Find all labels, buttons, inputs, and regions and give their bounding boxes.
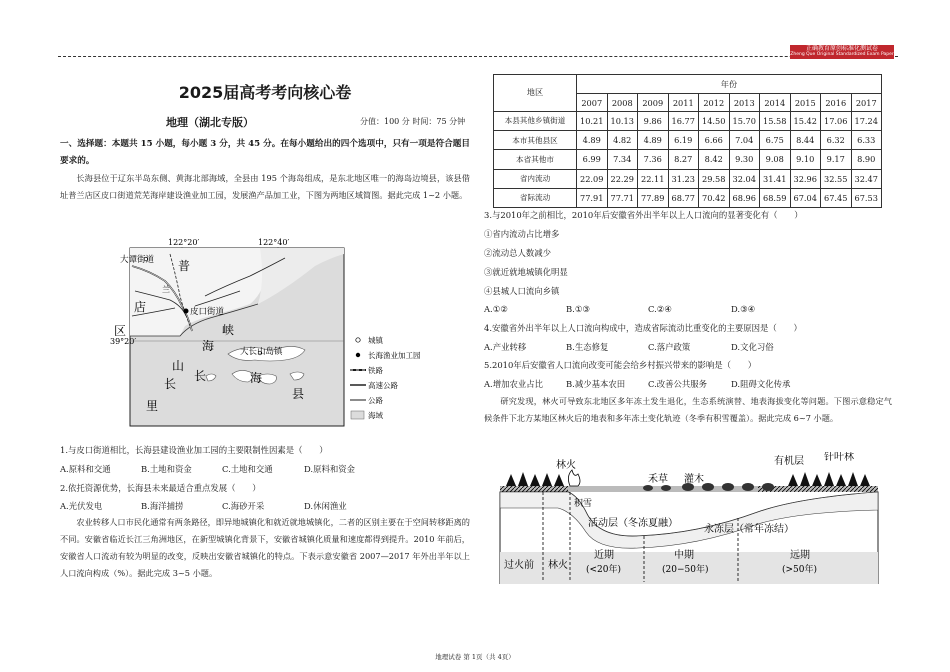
q3-choice-4: ④县城人口流向乡镇 <box>484 286 560 296</box>
label-permafrost: 永冻层（常年冻结） <box>704 524 794 535</box>
label-long-range: (>50年) <box>782 565 818 575</box>
label-fire-stage: 林火 <box>548 560 568 571</box>
label-shan: 山 <box>172 359 185 373</box>
page-footer: 地理试卷 第 1页（共 4页） <box>435 653 515 661</box>
year-cell: 2015 <box>790 94 821 112</box>
label-mid-range: (20−50年) <box>662 565 709 575</box>
header-dashed-line <box>58 56 898 57</box>
q3-option-c[interactable]: C.②④ <box>648 304 672 314</box>
legend-rail: 铁路 <box>368 366 383 375</box>
table-cell: 67.04 <box>790 188 821 207</box>
table-row <box>494 169 882 188</box>
table-cell: 31.23 <box>668 169 699 188</box>
table-cell: 6.66 <box>699 131 730 150</box>
question-4-stem: 4.安徽省外出半年以上人口流向构成中，造成省际流动比重变化的主要原因是（ ） <box>484 323 802 333</box>
label-hai1: 海 <box>202 339 215 353</box>
q4-option-c[interactable]: C.落户政策 <box>648 342 691 352</box>
label-lan: 兰 <box>162 285 170 294</box>
table-cell: 9.10 <box>790 150 821 169</box>
table-cell: 6.75 <box>760 131 791 150</box>
page-subtitle: 地理（湖北专版） <box>166 116 254 129</box>
table-cell: 16.77 <box>668 111 699 130</box>
pikou-processing-park-marker <box>184 309 189 314</box>
q5-option-c[interactable]: C.改善公共服务 <box>648 379 708 389</box>
table-corner: 地区 <box>494 75 577 112</box>
label-xia: 峡 <box>222 323 235 337</box>
row-label: 省内流动 <box>494 169 577 188</box>
q2-option-b[interactable]: B.海洋捕捞 <box>141 501 184 511</box>
table-year-header: 年份 <box>577 75 882 94</box>
table-cell: 9.17 <box>821 150 852 169</box>
year-cell: 2017 <box>851 94 882 112</box>
legend-park: 长海渔业加工园 <box>368 351 421 360</box>
table-cell: 67.45 <box>821 188 852 207</box>
label-shrub: 灌木 <box>684 474 704 485</box>
table-cell: 9.08 <box>760 150 791 169</box>
q1-option-b[interactable]: B.土地和资金 <box>141 464 192 474</box>
label-dian: 店 <box>134 300 147 314</box>
label-snow: 积雪 <box>574 499 593 509</box>
table-cell: 31.41 <box>760 169 791 188</box>
table-row <box>494 188 882 207</box>
q3-option-a[interactable]: A.①② <box>484 304 508 314</box>
label-mid-term: 中期 <box>674 550 694 561</box>
score-time-meta: 分值：100 分 时间：75 分钟 <box>360 117 466 126</box>
table-cell: 32.96 <box>790 169 821 188</box>
table-cell: 68.96 <box>729 188 760 207</box>
row-label: 本市其他县区 <box>494 131 577 150</box>
table-cell: 32.47 <box>851 169 882 188</box>
table-cell: 8.42 <box>699 150 730 169</box>
table-cell: 32.55 <box>821 169 852 188</box>
legend-highway: 高速公路 <box>368 381 398 390</box>
table-cell: 8.27 <box>668 150 699 169</box>
table-cell: 10.13 <box>607 111 638 130</box>
population-flow-table <box>493 74 882 208</box>
year-cell: 2016 <box>821 94 852 112</box>
table-cell: 6.19 <box>668 131 699 150</box>
legend-sea: 海域 <box>368 411 383 420</box>
row-label: 省际流动 <box>494 188 577 207</box>
brand-en: Zheng Que Original Standardized Exam Paper <box>790 52 894 57</box>
label-grass: 禾草 <box>648 474 668 485</box>
year-cell: 2014 <box>760 94 791 112</box>
table-cell: 6.99 <box>577 150 608 169</box>
year-cell: 2013 <box>729 94 760 112</box>
table-cell: 67.53 <box>851 188 882 207</box>
passage-permafrost: 研究发现，林火可导致东北地区多年冻土发生退化，生态系统演替、地表海拔变化等问题。下图示意稳定气候条件下北方某地区林火后的地表和多年冻土变化轨迹（冬季有积雪覆盖）。据此完成 6~7 小题。 <box>484 396 892 423</box>
table-cell: 22.11 <box>638 169 669 188</box>
lon-label-2: 122°40′ <box>258 238 290 247</box>
q5-option-b[interactable]: B.减少基本农田 <box>566 379 626 389</box>
label-pu: 普 <box>178 259 191 273</box>
label-pikou: 皮口街道 <box>190 307 225 317</box>
label-conifer: 针叶林 <box>824 452 854 463</box>
table-cell: 4.89 <box>577 131 608 150</box>
table-cell: 7.04 <box>729 131 760 150</box>
table-row <box>494 111 882 130</box>
label-organic-layer: 有机层 <box>774 456 804 467</box>
lat-label: 39°20′ <box>110 337 137 346</box>
table-cell: 22.09 <box>577 169 608 188</box>
q4-option-d[interactable]: D.文化习俗 <box>731 342 774 352</box>
brand-banner <box>790 45 894 59</box>
legend-road: 公路 <box>368 396 383 405</box>
table-cell: 17.06 <box>821 111 852 130</box>
row-label: 本县其他乡镇街道 <box>494 111 577 130</box>
q5-option-a[interactable]: A.增加农业占比 <box>484 379 543 389</box>
q3-option-b[interactable]: B.①③ <box>566 304 590 314</box>
year-cell: 2008 <box>607 94 638 112</box>
table-cell: 15.70 <box>729 111 760 130</box>
q3-option-d[interactable]: D.③④ <box>731 304 756 314</box>
table-cell: 22.29 <box>607 169 638 188</box>
permafrost-profile-figure <box>498 452 880 584</box>
question-3-stem: 3.与2010年之前相比，2010年后安徽省外出半年以上人口流向的显著变化有（ ） <box>484 210 803 220</box>
table-cell: 14.50 <box>699 111 730 130</box>
table-cell: 68.59 <box>760 188 791 207</box>
label-forest-fire: 林火 <box>556 460 576 471</box>
question-5-stem: 5.2010年后安徽省人口流向改变可能会给乡村振兴带来的影响是（ ） <box>484 360 757 370</box>
table-cell: 17.24 <box>851 111 882 130</box>
q2-option-c[interactable]: C.海砂开采 <box>222 501 265 511</box>
table-cell: 7.36 <box>638 150 669 169</box>
table-row <box>494 131 882 150</box>
q4-option-a[interactable]: A.产业转移 <box>484 342 527 352</box>
table-cell: 15.58 <box>760 111 791 130</box>
label-hai2: 海 <box>250 371 263 385</box>
table-cell: 29.58 <box>699 169 730 188</box>
passage-anhui: 农业转移人口市民化通常有两条路径，即异地城镇化和就近就地城镇化，二者的区别主要在于空间转移距离的不同。安徽省临近长江三角洲地区，在新型城镇化背景下，安徽省城镇化质量和速度都得到提升。2010 年前后，安徽省人口流动有较为明显的改变，反映出安徽省城镇化的特点。下表示意安徽省 2007—2017 年外出半年以上人口流向构成（%）。据此完成 3~5 小题。 <box>60 517 470 578</box>
year-cell: 2012 <box>699 94 730 112</box>
q1-option-c[interactable]: C.土地和交通 <box>222 464 273 474</box>
lon-label-1: 122°20′ <box>168 238 200 247</box>
label-chang: 长 <box>164 377 177 391</box>
table-cell: 15.42 <box>790 111 821 130</box>
question-1-stem: 1.与皮口街道相比，长海县建设渔业加工园的主要限制性因素是（ ） <box>60 445 328 455</box>
table-cell: 7.34 <box>607 150 638 169</box>
q3-choice-3: ③就近就地城镇化明显 <box>484 267 568 277</box>
table-cell: 32.04 <box>729 169 760 188</box>
map-legend <box>350 335 421 420</box>
table-row <box>494 150 882 169</box>
page-title: 2025届高考考向核心卷 <box>178 83 352 102</box>
question-2-stem: 2.依托资源优势，长海县未来最适合重点发展（ ） <box>60 483 261 493</box>
label-long-term: 远期 <box>790 550 810 561</box>
label-active-layer: 活动层（冬冻夏融） <box>588 518 678 529</box>
label-li: 里 <box>146 399 159 413</box>
legend-town: 城镇 <box>368 336 383 345</box>
table-cell: 68.77 <box>668 188 699 207</box>
label-dachangshan: 大长山岛镇 <box>240 347 283 357</box>
brand-cn: 正确教育原创标准化测试卷 <box>805 45 878 52</box>
passage-changhai: 长海县位于辽东半岛东侧、黄海北部海域，全县由 195 个海岛组成，是东北地区唯一的海岛边境县，该县借址普兰店区皮口街道荒芜海岸建设渔业加工园，发展渔产品加工业，下图为两地区域简图。据此完成 1~2 小题。 <box>60 173 470 200</box>
table-cell: 9.30 <box>729 150 760 169</box>
label-xian: 县 <box>292 387 305 401</box>
table-cell: 77.89 <box>638 188 669 207</box>
table-cell: 6.32 <box>821 131 852 150</box>
table-cell: 4.89 <box>638 131 669 150</box>
q1-option-a[interactable]: A.原料和交通 <box>60 464 111 474</box>
label-dalian-street: 大谭街道 <box>120 255 155 265</box>
table-cell: 77.71 <box>607 188 638 207</box>
label-qu: 区 <box>114 324 127 338</box>
q3-choice-1: ①省内流动占比增多 <box>484 229 560 239</box>
label-near-term: 近期 <box>594 550 614 561</box>
label-before-fire: 过火前 <box>504 560 534 571</box>
table-cell: 77.91 <box>577 188 608 207</box>
table-cell: 8.44 <box>790 131 821 150</box>
table-cell: 9.86 <box>638 111 669 130</box>
year-cell: 2011 <box>668 94 699 112</box>
q1-option-d[interactable]: D.原料和资金 <box>304 464 355 474</box>
q5-option-d[interactable]: D.阻碍文化传承 <box>731 379 791 389</box>
region-map <box>110 236 440 436</box>
section-heading: 一、选择题：本题共 15 小题，每小题 3 分，共 45 分。在每小题给出的四个选项中，只有一项是符合题目要求的。 <box>60 139 470 166</box>
table-cell: 10.21 <box>577 111 608 130</box>
table-cell: 70.42 <box>699 188 730 207</box>
q2-option-d[interactable]: D.休闲渔业 <box>304 501 347 511</box>
year-cell: 2009 <box>638 94 669 112</box>
table-cell: 4.82 <box>607 131 638 150</box>
label-chang2: 长 <box>194 369 207 383</box>
row-label: 本省其他市 <box>494 150 577 169</box>
table-cell: 6.33 <box>851 131 882 150</box>
q4-option-b[interactable]: B.生态修复 <box>566 342 609 352</box>
year-cell: 2007 <box>577 94 608 112</box>
table-cell: 8.90 <box>851 150 882 169</box>
q2-option-a[interactable]: A.光伏发电 <box>60 501 103 511</box>
label-near-range: (<20年) <box>586 565 622 575</box>
q3-choice-2: ②流动总人数减少 <box>484 248 551 258</box>
